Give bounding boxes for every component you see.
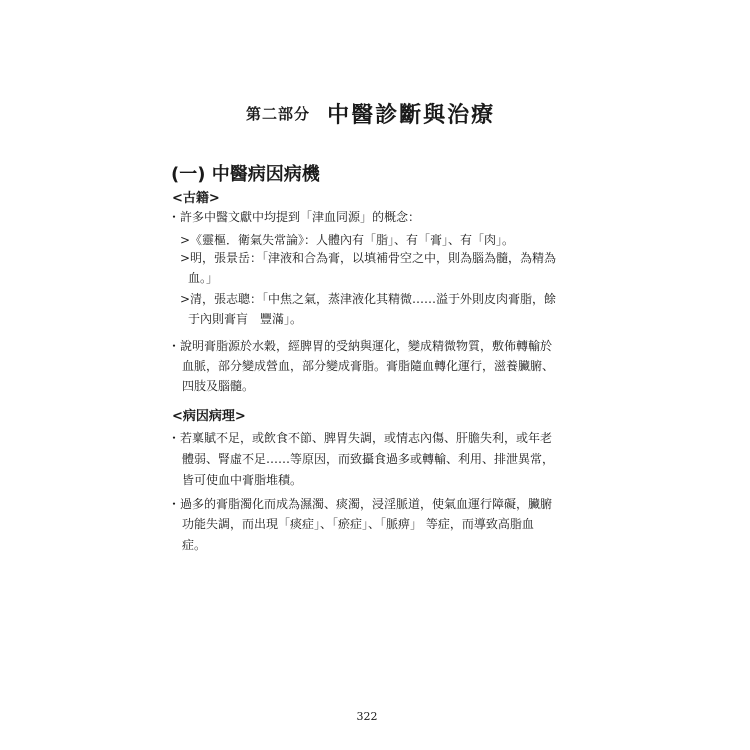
etiology-item-2-line-2: 功能失調，而出現「痰症」、「瘀症」、「脈痹」 等症，而導致高脂血 bbox=[182, 517, 534, 531]
classics-quote-3-cont: 于內則膏肓 豐滿」。 bbox=[188, 312, 303, 326]
etiology-item-1-line-3: 皆可使血中膏脂堆積。 bbox=[182, 473, 303, 487]
classics-item-2-line-2: 血脈，部分變成營血，部分變成膏脂。膏脂隨血轉化運行，滋養臟腑、 bbox=[182, 359, 555, 373]
etiology-item-2-line-1: ・過多的膏脂濁化而成為濕濁、痰濁，浸淫脈道，使氣血運行障礙，臟腑 bbox=[168, 497, 553, 511]
etiology-heading: <病因病理> bbox=[172, 409, 246, 424]
classics-quote-2: >明，張景岳：「津液和合為膏，以填補骨空之中，則為腦為髓，為精為 bbox=[180, 251, 557, 265]
etiology-item-1-line-2: 體弱、腎虛不足……等原因，而致攝食過多或轉輸、利用、排泄異常， bbox=[182, 452, 555, 466]
chapter-title: 中醫診斷與治療 bbox=[327, 103, 496, 128]
classics-item-2-line-1: ・說明膏脂源於水穀，經脾胃的受納與運化，變成精微物質，敷佈轉輸於 bbox=[168, 339, 553, 353]
etiology-item-2-line-3: 症。 bbox=[182, 538, 207, 552]
classics-item-2-line-3: 四肢及腦髓。 bbox=[182, 379, 255, 393]
page-number: 322 bbox=[356, 710, 378, 723]
etiology-item-1-line-1: ・若稟賦不足，或飲食不節、脾胃失調，或情志內傷、肝膽失利，或年老 bbox=[168, 431, 553, 445]
classics-quote-1: >《靈樞．衛氣失常論》：人體內有「脂」、有「膏」、有「肉」。 bbox=[180, 233, 515, 247]
classics-item-1: ・許多中醫文獻中均提到「津血同源」的概念： bbox=[168, 210, 421, 224]
part-label: 第二部分 bbox=[246, 105, 311, 123]
classics-quote-2-cont: 血。」 bbox=[188, 271, 219, 285]
page-title bbox=[246, 98, 495, 129]
classics-heading: <古籍> bbox=[172, 191, 220, 206]
classics-quote-3: >清，張志聰：「中焦之氣，蒸津液化其精微……溢于外則皮肉膏脂，餘 bbox=[180, 292, 557, 306]
section-heading: (一) 中醫病因病機 bbox=[171, 164, 320, 185]
